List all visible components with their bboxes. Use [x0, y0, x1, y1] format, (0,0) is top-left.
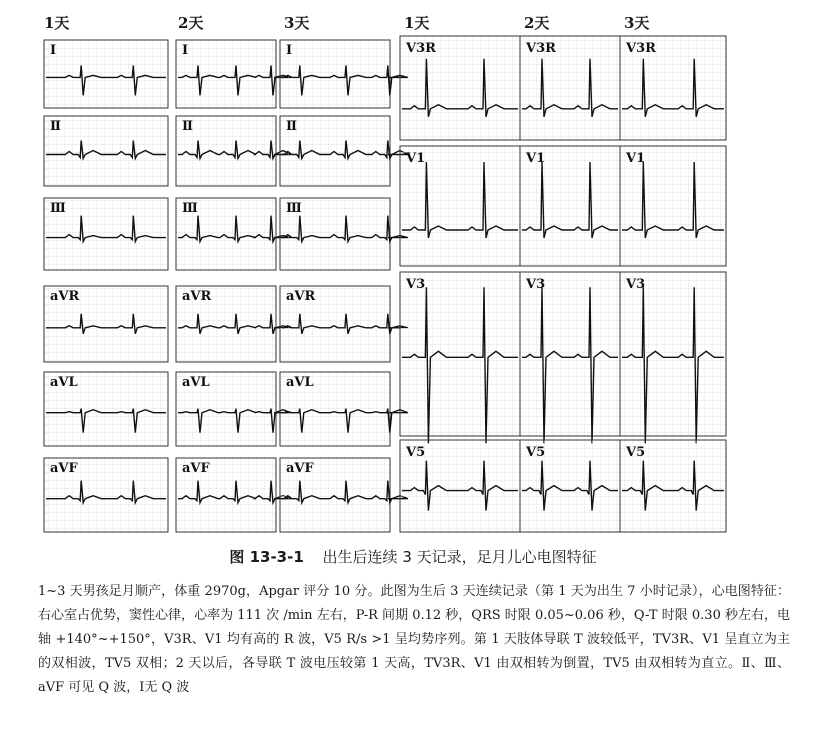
- lead-label: V3R: [526, 41, 556, 56]
- figure-number: 图 13-3-1: [229, 548, 304, 566]
- lead-label: V3: [526, 277, 546, 292]
- lead-label: aVL: [286, 375, 314, 390]
- day-header: 1天: [404, 14, 430, 32]
- lead-label: Ⅱ: [182, 119, 193, 134]
- lead-label: V1: [626, 151, 646, 166]
- lead-label: Ⅰ: [182, 43, 189, 58]
- lead-label: Ⅲ: [286, 201, 302, 216]
- lead-label: aVR: [286, 289, 316, 304]
- lead-label: aVL: [50, 375, 78, 390]
- lead-label: Ⅲ: [50, 201, 66, 216]
- day-header: 2天: [524, 14, 550, 32]
- lead-label: V3R: [406, 41, 436, 56]
- figure-description: 1~3 天男孩足月顺产，体重 2970g，Apgar 评分 10 分。此图为生后 3 天连续记录（第 1 天为出生 7 小时记录），心电图特征：右心室占优势，窦性心律，心率为 111 次 /min 左右，P-R 间期 0.12 秒，QRS 时限 0.05~0.06 秒，Q-T 时限 0.30 秒左右，电轴 +140°~+150°，V3R、V1 均有高的 R 波，V5 R/s >1 呈均势序列。第 1 天肢体导联 T 波较低平，TV3R、V1 呈直立为主的双相波，TV5 双相；2 天以后，各导联 T 波电压较第 1 天高，TV3R、V1 由双相转为倒置，TV5 由双相转为直立。Ⅱ、Ⅲ、aVF 可见 Q 波，Ⅰ无 Q 波: [38, 584, 790, 695]
- lead-label: V5: [626, 445, 646, 460]
- figure-title: 出生后连续 3 天记录，足月儿心电图特征: [322, 548, 597, 566]
- lead-label: aVF: [286, 461, 314, 476]
- figure-caption: [0, 546, 826, 567]
- lead-label: V3: [626, 277, 646, 292]
- lead-label: V1: [526, 151, 546, 166]
- lead-label: V3R: [626, 41, 656, 56]
- limb-lead-panel: [44, 40, 168, 108]
- lead-label: Ⅰ: [50, 43, 57, 58]
- lead-label: V1: [406, 151, 426, 166]
- lead-label: Ⅲ: [182, 201, 198, 216]
- lead-label: aVR: [50, 289, 80, 304]
- day-header: 3天: [284, 14, 310, 32]
- lead-label: aVF: [50, 461, 78, 476]
- lead-label: Ⅱ: [286, 119, 297, 134]
- lead-label: aVR: [182, 289, 212, 304]
- limb-lead-panel: [280, 40, 390, 108]
- lead-label: aVL: [182, 375, 210, 390]
- day-header: 1天: [44, 14, 70, 32]
- limb-lead-panel: [176, 40, 276, 108]
- day-header: 2天: [178, 14, 204, 32]
- lead-label: V5: [526, 445, 546, 460]
- lead-label: Ⅰ: [286, 43, 293, 58]
- lead-label: Ⅱ: [50, 119, 61, 134]
- lead-label: V5: [406, 445, 426, 460]
- lead-label: aVF: [182, 461, 210, 476]
- lead-label: V3: [406, 277, 426, 292]
- day-header: 3天: [624, 14, 650, 32]
- chest-lead-panel: [400, 272, 520, 436]
- limb-lead-panel: [44, 116, 168, 186]
